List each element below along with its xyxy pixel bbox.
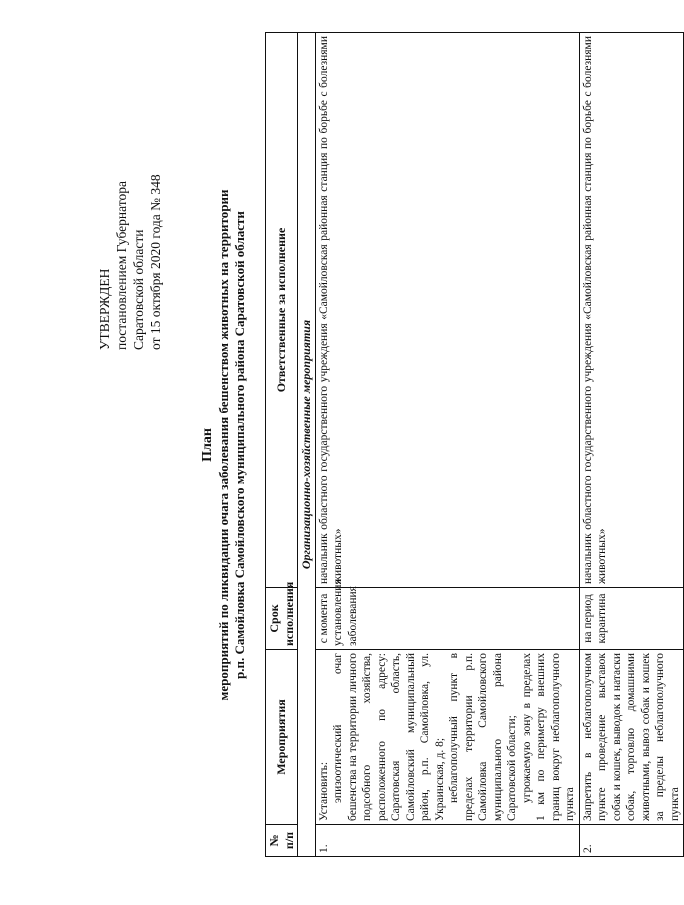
row-event (315, 650, 579, 825)
row-num: 1. (315, 825, 579, 857)
event-paragraph: эпизоотический очаг бешенства на территории личного подсобного хозяйства, расположенного по адресу: Саратовская область, Самойловский муниципальный район, р.п. Самойловка, ул. Украинская, д. 8; (332, 653, 446, 821)
section-title: Организационно-хозяйственные мероприятия (298, 33, 316, 857)
plan-table (265, 32, 684, 857)
document-title (200, 45, 248, 845)
row-term: на период карантина (579, 588, 684, 650)
approval-line: Саратовской области (131, 229, 146, 350)
table-row (579, 33, 684, 857)
header-event: Мероприятия (266, 650, 298, 825)
row-responsible: начальник областного государственного учреждения «Самойловская районная станция по борьбе с болезнями животных» (315, 33, 579, 588)
approval-date: от 15 октября 2020 года № 348 (148, 174, 163, 350)
approval-heading: УТВЕРЖДЕН (97, 268, 112, 350)
header-term: Срок исполнения (266, 588, 298, 650)
section-row (298, 33, 316, 857)
row-term: с момента установления заболевания (315, 588, 579, 650)
event-paragraph: угрожаемую зону в пределах 1 км по периметру внешних границ вокруг неблагополучного пункта (520, 653, 576, 821)
table-row (315, 33, 579, 857)
approval-block (96, 60, 164, 350)
header-num: № п/п (266, 825, 298, 857)
table-header-row (266, 33, 298, 857)
event-intro: Установить: (317, 761, 330, 821)
title-plan: План (200, 428, 215, 462)
row-event: Запретить в неблагополучном пункте проведение выставок собак и кошек, выводок и натаски собак, торговлю домашними животными, вывоз собак и кошек за пределы неблагополучного пункта (579, 650, 684, 825)
event-paragraph: неблагополучный пункт в пределах территории р.п. Самойловка Самойловского муниципального района Саратовской области; (448, 653, 518, 821)
approval-line: постановлением Губернатора (114, 181, 129, 350)
row-num: 2. (579, 825, 684, 857)
header-responsible: Ответственные за исполнение (266, 33, 298, 588)
row-responsible: начальник областного государственного учреждения «Самойловская районная станция по борьбе с болезнями животных» (579, 33, 684, 588)
title-line: р.п. Самойловка Самойловского муниципального района Саратовской области (232, 211, 247, 679)
title-line: мероприятий по ликвидации очага заболевания бешенством животных на территории (216, 189, 231, 701)
